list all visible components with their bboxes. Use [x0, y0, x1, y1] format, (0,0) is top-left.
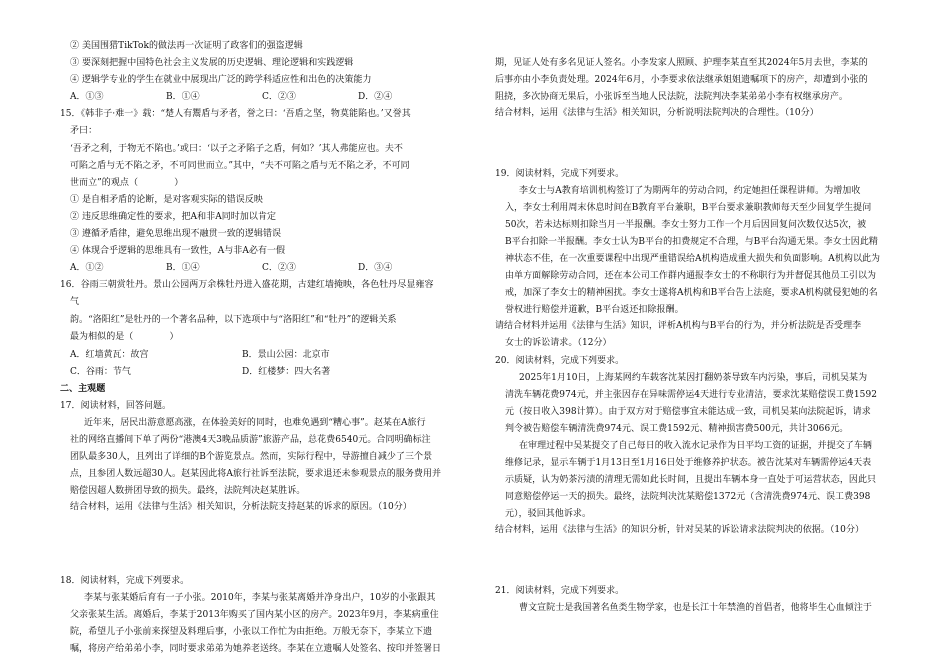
q17-line-3: 社的网络直播间下单了两份“港澳4天3晚品质游”旅游产品，总花费6540元。合同明确标注 [70, 435, 431, 445]
q19-line-6: 神状态不佳，在一次重要课程中出现严重错误给A机构造成重大损失和负面影响。A机构以此为 [505, 254, 881, 264]
q15-option-a: A．①② [70, 263, 104, 273]
q17-line-2: 近年来，居民出游意愿高涨，在体验美好的同时，也难免遇到“糟心事”。赵某在A旅行 [84, 418, 426, 428]
q15-line-1: 15．《韩非子·难一》载：“楚人有鬻盾与矛者，誉之曰：‘吾盾之坚，物莫能陷也。’又誉其 [60, 109, 411, 119]
q17-line-7: 结合材料，运用《法律与生活》相关知识，分析法院支持赵某的诉求的原因。（10分） [70, 502, 412, 512]
q14-option-b: B．①④ [166, 92, 200, 102]
q20-line-10: 元），驳回其他诉求。 [505, 509, 592, 519]
q14-option-d: D．②④ [358, 92, 393, 102]
q20-line-9: 同意赔偿停运一天的损失。最终，法院判决沈某赔偿1372元（含清洗费974元、误工费398 [505, 492, 871, 502]
q15-statement-1: ① 是自相矛盾的论断，是对客观实际的错误反映 [70, 195, 263, 205]
q20-line-7: 维修记录，显示车辆于1月13日至1月16日处于维修养护状态。被告沈某对车辆需停运4天表 [505, 458, 872, 468]
q20-line-6: 在审理过程中吴某提交了自己每日的收入流水记录作为日平均工资的证据，并提交了车辆 [519, 441, 872, 451]
q15-statement-2: ② 违反思维确定性的要求，把A和非A同时加以肯定 [70, 212, 277, 222]
q20-line-8: 示质疑，认为奶茶污渍的清理无需如此长时间，且提出车辆本身一直处于可运营状态，因此只 [505, 475, 877, 485]
q17-line-4: 团队最多30人，且列出了详细的B个游览景点。然而，实际行程中，导游擅自减少了三个景 [70, 452, 433, 462]
q18-line-2: 李某与张某婚后育有一子小张。2010年，李某与张某离婚并净身出户，10岁的小张跟其 [84, 593, 436, 603]
q17-line-5: 点，且参团人数远超30人。赵某因此将A旅行社诉至法院，要求退还未参观景点的服务费用并 [70, 469, 442, 479]
q20-line-11: 结合材料，运用《法律与生活》的知识分析，针对吴某的诉讼请求法院判决的依据。（10分） [495, 525, 865, 535]
q19-line-5: B平台扣除一半报酬。李女士认为B平台的扣费规定不合理，与B平台沟通无果。李女士因此精 [505, 237, 878, 247]
section-title-subjective: 二、主观题 [60, 384, 106, 394]
q20-line-4: 元（按日收入398计算）。由于双方对于赔偿事宜未能达成一致，司机吴某向法院起诉，请求 [505, 407, 871, 417]
q15-line-5: 世而立”的观点（ ） [70, 178, 184, 188]
q20-line-1: 20．阅读材料，完成下列要求。 [495, 356, 625, 366]
q16-line-4: 最为相似的是（ ） [70, 332, 179, 342]
q18-tail-line-2: 后事亦由小李负责处理。2024年6月，小李要求依法继承姐姐遗嘱项下的房产，却遭到小张的 [495, 75, 868, 85]
q20-line-3: 清洗车辆花费974元，并主张因存在异味需停运4天进行专业清洁，要求沈某赔偿误工费1592 [505, 390, 878, 400]
q16-option-a: A．红墙黄瓦：故宫 [70, 350, 149, 360]
q15-line-4: 可陷之盾与无不陷之矛，不可同世而立。”其中，“夫不可陷之盾与无不陷之矛，不可同 [70, 161, 410, 171]
q15-option-d: D．③④ [358, 263, 393, 273]
q19-line-2: 李女士与A教育培训机构签订了为期两年的劳动合同，约定她担任课程讲师。为增加收 [519, 186, 861, 196]
q20-line-5: 判令被告赔偿车辆清洗费974元、误工费1592元、精神损害费500元，共计3066元。 [505, 424, 849, 434]
q15-statement-3: ③ 遵循矛盾律，避免思维出现不融贯一致的逻辑错误 [70, 229, 282, 239]
q15-statement-4: ④ 体现合乎逻辑的思维具有一致性，A与非A必有一假 [70, 246, 286, 256]
q14-statement-2: ② 美国围猎TikTok的做法再一次证明了政客们的强盗逻辑 [70, 41, 303, 51]
q19-line-10: 请结合材料并运用《法律与生活》知识，评析A机构与B平台的行为，并分析法院是否受理李 [495, 321, 862, 331]
q19-line-8: 戒，加深了李女士的精神困扰。李女士遂将A机构和B平台告上法庭，要求A机构就侵犯她的名 [505, 288, 878, 298]
q19-line-7: 由单方面解除劳动合同，还在本公司工作群内通报李女士的不称职行为并督促其他员工引以为 [505, 271, 877, 281]
q21-line-2: 曹文宣院士是我国著名鱼类生物学家，也是长江十年禁渔的首倡者，他将毕生心血倾注于 [519, 603, 872, 613]
q14-statement-4: ④ 逻辑学专业的学生在就业中展现出广泛的跨学科适应性和出色的决策能力 [70, 75, 372, 85]
q15-line-2: 矛曰： [70, 126, 98, 136]
q16-option-b: B．景山公园：北京市 [242, 350, 330, 360]
q19-line-4: 50次，若未达标则扣除当月一半报酬。李女士努力工作一个月后因回复问次数仅达5次，被 [505, 220, 867, 230]
q16-option-d: D．红楼梦：四大名著 [242, 367, 331, 377]
q14-option-a: A．①③ [70, 92, 104, 102]
q14-option-c: C．②③ [262, 92, 296, 102]
q21-line-1: 21．阅读材料，完成下列要求。 [495, 586, 625, 596]
q15-option-b: B．①④ [166, 263, 200, 273]
q18-line-5: 嘱，将房产给弟弟小李，同时要求弟弟为她养老送终。李某在立遗嘱人处签名、按印并签署日 [70, 644, 442, 654]
q17-line-6: 赔偿因超人数拼团导致的损失。最终，法院判决赵某胜诉。 [70, 486, 306, 496]
q16-option-c: C．谷雨：节气 [70, 367, 131, 377]
q19-line-1: 19．阅读材料，完成下列要求。 [495, 169, 625, 179]
q20-line-2: 2025年1月10日，上海某网约车载客沈某因打翻奶茶导致车内污染，事后，司机吴某为 [519, 373, 868, 383]
q16-line-2: 气 [70, 297, 80, 307]
q18-line-4: 院，希望儿子小张前来探望及料理后事，小张以工作忙为由拒绝。万般无奈下，李某立下遗 [70, 627, 433, 637]
q18-line-3: 父亲张某生活。离婚后，李某于2013年购买了国内某小区的房产。2023年9月，李某病重住 [70, 610, 439, 620]
q18-tail-line-4: 结合材料，运用《法律与生活》相关知识，分析说明法院判决的合理性。（10分） [495, 108, 819, 118]
q19-line-11: 女士的诉讼请求。（12分） [505, 338, 612, 348]
q17-line-1: 17．阅读材料，回答问题。 [60, 401, 172, 411]
q19-line-9: 誉权进行赔偿并道歉，B平台返还扣除报酬。 [505, 305, 684, 315]
q18-line-1: 18．阅读材料，完成下列要求。 [60, 576, 190, 586]
q16-line-3: 韵。“洛阳红”是牡丹的一个著名品种，以下选项中与“洛阳红”和“牡丹”的逻辑关系 [70, 315, 397, 325]
q16-line-1: 16．谷雨三朝赏牡丹。景山公园两万余株牡丹进入盛花期，古建红墙掩映，各色牡丹尽显雍容 [60, 280, 434, 290]
q18-tail-line-3: 阻挠，多次协商无果后，小张诉至当地人民法院，法院判决李某弟弟小李有权继承房产。 [495, 92, 848, 102]
q15-line-3: ‘吾矛之利，于物无不陷也。’或曰：‘以子之矛陷子之盾，何如？’其人弗能应也。夫不 [70, 144, 403, 154]
q14-statement-3: ③ 要深刻把握中国特色社会主义发展的历史逻辑、理论逻辑和实践逻辑 [70, 58, 354, 68]
q15-option-c: C．②③ [262, 263, 296, 273]
q19-line-3: 入，李女士利用周末休息时间在B教育平台兼职，B平台要求兼职教师每天至少回复学生提问 [505, 203, 872, 213]
q18-tail-line-1: 期，见证人处有多名见证人签名。小李发家人照顾、护理李某直至其2024年5月去世，李某的 [495, 58, 868, 68]
